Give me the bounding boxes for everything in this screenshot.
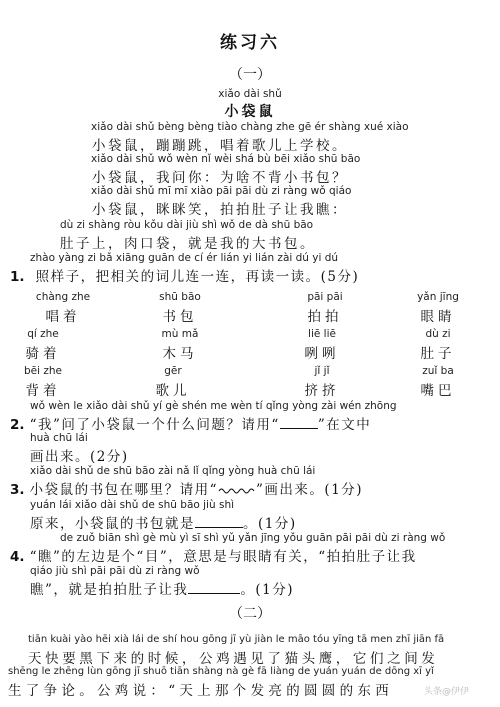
q2-underline-sample — [280, 428, 318, 429]
q2-line — [10, 413, 371, 433]
passage-line-1: 天快要黑下来的时候，公鸡遇见了猫头鹰，它们之间发 — [28, 651, 439, 667]
q3-pinyin-2: yuán lái xiǎo dài shǔ de shū bāo jiù shì — [30, 499, 235, 511]
word: 挤挤 — [304, 383, 340, 399]
q1-col-2-row-2[interactable] — [145, 328, 215, 362]
poem-line-2-pinyin: xiǎo dài shǔ wǒ wèn nǐ wèi shá bù bēi xiǎo shū bāo — [91, 153, 361, 165]
word: 背着 — [25, 383, 61, 399]
word-pinyin: bēi zhe — [23, 365, 62, 377]
word: 歌儿 — [155, 383, 191, 399]
q3-text-2a: 原来，小袋鼠的书包就是 — [30, 516, 195, 532]
word: 木马 — [162, 346, 198, 362]
q3-text-2b: 。(1分) — [243, 516, 297, 532]
q4-text-2a: 瞧”，就是拍拍肚子让我 — [30, 582, 189, 598]
poem-line-3-pinyin: xiǎo dài shǔ mī mī xiào pāi pāi dù zi ràng wǒ qiáo — [91, 185, 352, 197]
q1-line — [10, 265, 359, 285]
q4-answer-line — [30, 578, 294, 598]
passage-line-1-pinyin: tiān kuài yào hēi xià lái de shí hou gōng jī yù jiàn le māo tóu yīng tā men zhī jiān fā — [28, 634, 445, 645]
q1-text: 照样子，把相关的词儿连一连，再读一读。(5分) — [35, 269, 360, 285]
q1-col-2-row-1[interactable] — [145, 291, 215, 325]
word: 书包 — [162, 309, 198, 325]
section-two-label: （二） — [229, 606, 271, 622]
q2-pinyin: wǒ wèn le xiǎo dài shǔ yí gè shén me wèn tí qǐng yòng zài wén zhōng — [30, 400, 397, 412]
word: 眼睛 — [420, 309, 456, 325]
q2-text-2: 画出来。(2分) — [30, 449, 129, 465]
word: 拍拍 — [307, 309, 343, 325]
q3-line — [10, 478, 363, 498]
word: 骑着 — [25, 346, 61, 362]
q1-col-2-row-3[interactable] — [138, 365, 208, 399]
q4-answer-blank[interactable] — [188, 593, 240, 594]
q2-number: 2. — [10, 417, 25, 433]
q4-pinyin-2: qiáo jiù shì pāi pāi dù zi ràng wǒ — [30, 565, 200, 577]
q3-answer-blank[interactable] — [195, 527, 243, 528]
word-pinyin: yǎn jīng — [417, 291, 459, 303]
q1-col-4-row-2[interactable] — [403, 328, 473, 362]
q1-col-3-row-3[interactable] — [287, 365, 357, 399]
q3-number: 3. — [10, 482, 25, 498]
watermark: 头条@伊伊 — [424, 687, 470, 697]
poem-line-4-pinyin: dù zi shàng ròu kǒu dài jiù shì wǒ de dà shū bāo — [60, 219, 314, 231]
poem-title-pinyin: xiǎo dài shǔ — [218, 88, 282, 100]
q4-text: “瞧”的左边是个“目”，意思是与眼睛有关，“拍拍肚子让我 — [29, 549, 417, 565]
page-title: 练习六 — [220, 33, 280, 53]
q1-pinyin: zhào yàng zi bǎ xiāng guān de cí ér lián yi lián zài dú yi dú — [30, 252, 339, 264]
q1-col-1-row-1[interactable] — [28, 291, 98, 325]
q4-number: 4. — [10, 549, 25, 565]
word-pinyin: mù mǎ — [161, 328, 199, 340]
q1-col-4-row-1[interactable] — [403, 291, 473, 325]
section-one-label: （一） — [229, 67, 271, 83]
poem-line-1-pinyin: xiǎo dài shǔ bèng bèng tiào chàng zhe gē ér shàng xué xiào — [91, 121, 409, 133]
q4-pinyin: de zuǒ biān shì gè mù yì sī shì yǔ yǎn jīng yǒu guān pāi pāi dù zi ràng wǒ — [60, 532, 446, 544]
q1-col-1-row-3[interactable] — [8, 365, 78, 399]
poem-line-2: 小袋鼠，我问你：为啥不背小书包？ — [92, 170, 348, 186]
word: 咧咧 — [304, 346, 340, 362]
q2-text-a: “我”问了小袋鼠一个什么问题？请用“ — [29, 417, 280, 433]
word-pinyin: liē liē — [308, 328, 336, 340]
q1-col-3-row-1[interactable] — [290, 291, 360, 325]
q3-text-b: ”画出来。(1分) — [256, 482, 364, 498]
q1-col-1-row-2[interactable] — [8, 328, 78, 362]
word-pinyin: jǐ jǐ — [314, 365, 330, 377]
q4-text-2b: 。(1分) — [240, 582, 295, 598]
wavy-line-icon — [218, 486, 256, 494]
word: 嘴巴 — [420, 383, 456, 399]
word-pinyin: dù zi — [425, 328, 451, 340]
q1-col-3-row-2[interactable] — [287, 328, 357, 362]
word-pinyin: gēr — [164, 365, 182, 377]
q2-text-b: ”在文中 — [317, 417, 372, 433]
q3-pinyin: xiǎo dài shǔ de shū bāo zài nǎ lǐ qǐng yòng huà chū lái — [30, 465, 316, 477]
poem-line-4: 肚子上，肉口袋，就是我的大书包。 — [60, 236, 316, 252]
q1-number: 1. — [10, 269, 25, 285]
word-pinyin: pāi pāi — [307, 291, 343, 303]
poem-line-1: 小袋鼠，蹦蹦跳，唱着歌儿上学校。 — [92, 138, 348, 154]
q3-text-a: 小袋鼠的书包在哪里？请用“ — [29, 482, 219, 498]
word: 唱着 — [45, 309, 81, 325]
q4-line — [10, 545, 417, 565]
passage-line-2-pinyin: shēng le zhēng lùn gōng jī shuō tiān shàng nà gè fā liàng de yuán yuán de dōng xī yǐ — [8, 666, 434, 677]
q2-pinyin-2: huà chū lái — [30, 432, 88, 444]
poem-line-3: 小袋鼠，眯眯笑，拍拍肚子让我瞧： — [92, 202, 348, 218]
word-pinyin: shū bāo — [159, 291, 201, 303]
q3-answer-line — [30, 512, 297, 532]
word-pinyin: zuǐ ba — [422, 365, 454, 377]
word: 肚子 — [420, 346, 456, 362]
passage-line-2: 生了争论。公鸡说：“天上那个发亮的圆圆的东西 — [8, 683, 394, 699]
word-pinyin: qí zhe — [27, 328, 59, 340]
poem-title: 小袋鼠 — [224, 104, 276, 120]
word-pinyin: chàng zhe — [35, 291, 91, 303]
q1-col-4-row-3[interactable] — [403, 365, 473, 399]
